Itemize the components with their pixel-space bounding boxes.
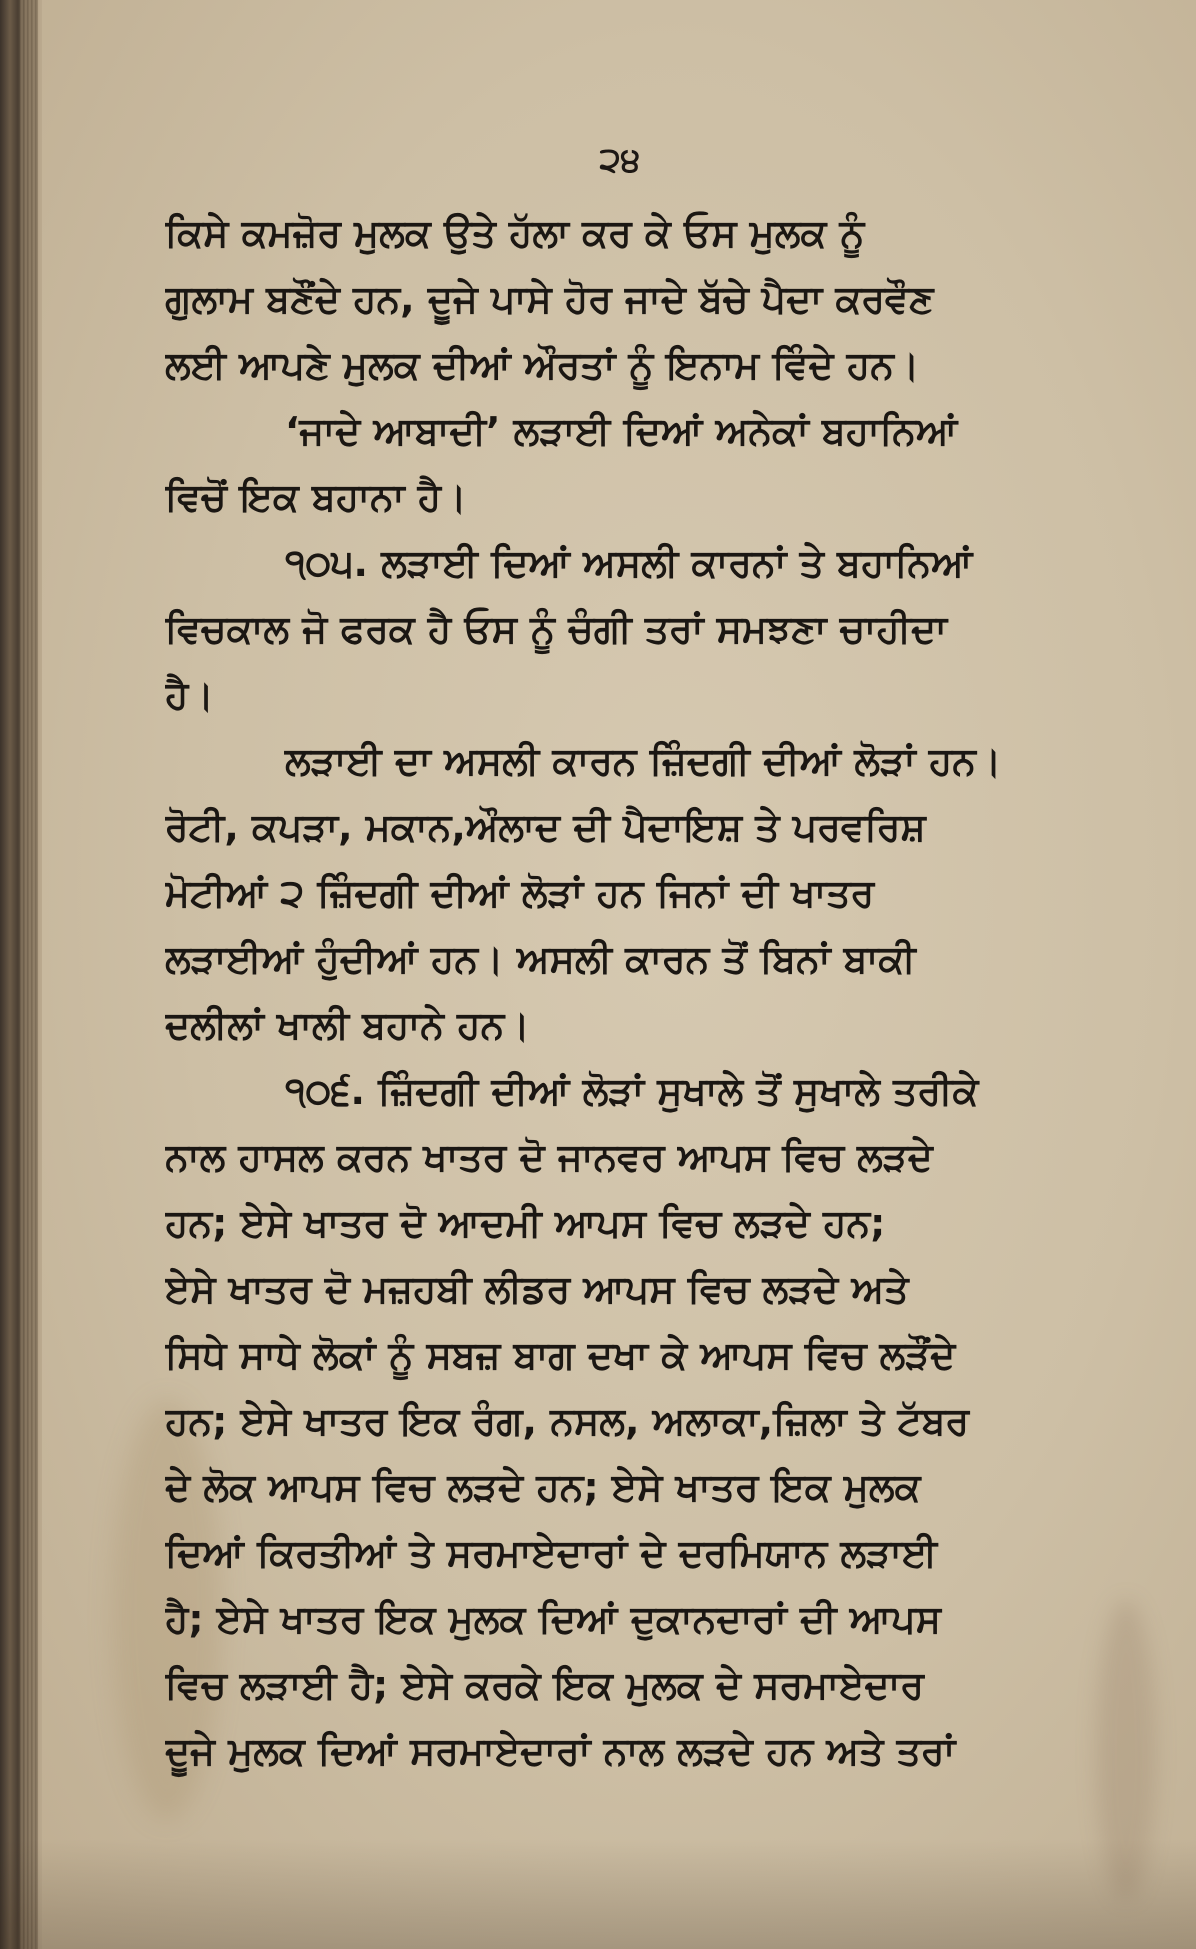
body-text [165,200,1165,1784]
text-line: ‘ਜਾਦੇ ਆਬਾਦੀ’ ਲੜਾਈ ਦਿਆਂ ਅਨੇਕਾਂ ਬਹਾਨਿਆਂ [285,409,958,453]
text-line: ਲੜਾਈ ਦਾ ਅਸਲੀ ਕਾਰਨ ਜ਼ਿੰਦਗੀ ਦੀਆਂ ਲੋੜਾਂ ਹਨ। [285,739,1002,783]
text-line: ਵਿਚਕਾਲ ਜੋ ਫਰਕ ਹੈ ਓਸ ਨੂੰ ਚੰਗੀ ਤਰਾਂ ਸਮਝਣਾ ਚਾਹੀਦਾ [165,607,948,651]
text-line: ਨਾਲ ਹਾਸਲ ਕਰਨ ਖਾਤਰ ਦੋ ਜਾਨਵਰ ਆਪਸ ਵਿਚ ਲੜਦੇ [165,1135,933,1179]
text-line: ਹੈ। [165,673,214,717]
text-line: ਸਿਧੇ ਸਾਧੇ ਲੋਕਾਂ ਨੂੰ ਸਬਜ਼ ਬਾਗ ਦਖਾ ਕੇ ਆਪਸ ਵਿਚ ਲੜੌਂਦੇ [165,1333,956,1377]
text-line: ਏਸੇ ਖਾਤਰ ਦੋ ਮਜ਼ਹਬੀ ਲੀਡਰ ਆਪਸ ਵਿਚ ਲੜਦੇ ਅਤੇ [165,1267,909,1311]
text-line: ਦਿਆਂ ਕਿਰਤੀਆਂ ਤੇ ਸਰਮਾਏਦਾਰਾਂ ਦੇ ਦਰਮਿਯਾਨ ਲੜਾਈ [165,1531,938,1575]
text-line: ਕਿਸੇ ਕਮਜ਼ੋਰ ਮੁਲਕ ਉਤੇ ਹੱਲਾ ਕਰ ਕੇ ਓਸ ਮੁਲਕ ਨੂੰ [165,211,865,255]
text-line: ਹਨ; ਏਸੇ ਖਾਤਰ ਦੋ ਆਦਮੀ ਆਪਸ ਵਿਚ ਲੜਦੇ ਹਨ; [165,1201,886,1245]
text-line: ਲਈ ਆਪਣੇ ਮੁਲਕ ਦੀਆਂ ਔਰਤਾਂ ਨੂੰ ਇਨਾਮ ਵਿੰਦੇ ਹਨ। [165,343,920,387]
text-line: ਦਲੀਲਾਂ ਖਾਲੀ ਬਹਾਨੇ ਹਨ। [165,1003,530,1047]
text-line: ਦੇ ਲੋਕ ਆਪਸ ਵਿਚ ਲੜਦੇ ਹਨ; ਏਸੇ ਖਾਤਰ ਇਕ ਮੁਲਕ [165,1465,921,1509]
text-line: ਵਿਚੋਂ ਇਕ ਬਹਾਨਾ ਹੈ। [165,475,467,519]
text-line: ੧੦੫. ਲੜਾਈ ਦਿਆਂ ਅਸਲੀ ਕਾਰਨਾਂ ਤੇ ਬਹਾਨਿਆਂ [285,541,973,585]
text-line: ਮੋਟੀਆਂ ੨ ਜ਼ਿੰਦਗੀ ਦੀਆਂ ਲੋੜਾਂ ਹਨ ਜਿਨਾਂ ਦੀ ਖਾਤਰ [165,871,875,915]
text-line: ਰੋਟੀ, ਕਪੜਾ, ਮਕਾਨ,ਔਲਾਦ ਦੀ ਪੈਦਾਇਸ਼ ਤੇ ਪਰਵਰਿਸ਼ [165,805,926,849]
text-line: ਹਨ; ਏਸੇ ਖਾਤਰ ਇਕ ਰੰਗ, ਨਸਲ, ਅਲਾਕਾ,ਜ਼ਿਲਾ ਤੇ ਟੱਬਰ [165,1399,970,1443]
book-spine-edge [20,0,38,1949]
page-bottom-shadow [0,1839,1196,1949]
text-line: ੧੦੬. ਜ਼ਿੰਦਗੀ ਦੀਆਂ ਲੋੜਾਂ ਸੁਖਾਲੇ ਤੋਂ ਸੁਖਾਲੇ ਤਰੀਕੇ [285,1069,979,1113]
text-line: ਲੜਾਈਆਂ ਹੁੰਦੀਆਂ ਹਨ। ਅਸਲੀ ਕਾਰਨ ਤੋਂ ਬਿਨਾਂ ਬਾਕੀ [165,937,916,981]
text-line: ਵਿਚ ਲੜਾਈ ਹੈ; ਏਸੇ ਕਰਕੇ ਇਕ ਮੁਲਕ ਦੇ ਸਰਮਾਏਦਾਰ [165,1663,924,1707]
text-line: ਦੂਜੇ ਮੁਲਕ ਦਿਆਂ ਸਰਮਾਏਦਾਰਾਂ ਨਾਲ ਲੜਦੇ ਹਨ ਅਤੇ ਤਰਾਂ [165,1729,956,1773]
text-line: ਗੁਲਾਮ ਬਣੌਂਦੇ ਹਨ, ਦੂਜੇ ਪਾਸੇ ਹੋਰ ਜਾਦੇ ਬੱਚੇ ਪੈਦਾ ਕਰਵੌਣ [165,277,934,321]
page-number: ੨੪ [599,140,641,180]
text-line: ਹੈ; ਏਸੇ ਖਾਤਰ ਇਕ ਮੁਲਕ ਦਿਆਂ ਦੁਕਾਨਦਾਰਾਂ ਦੀ ਆਪਸ [165,1597,941,1641]
